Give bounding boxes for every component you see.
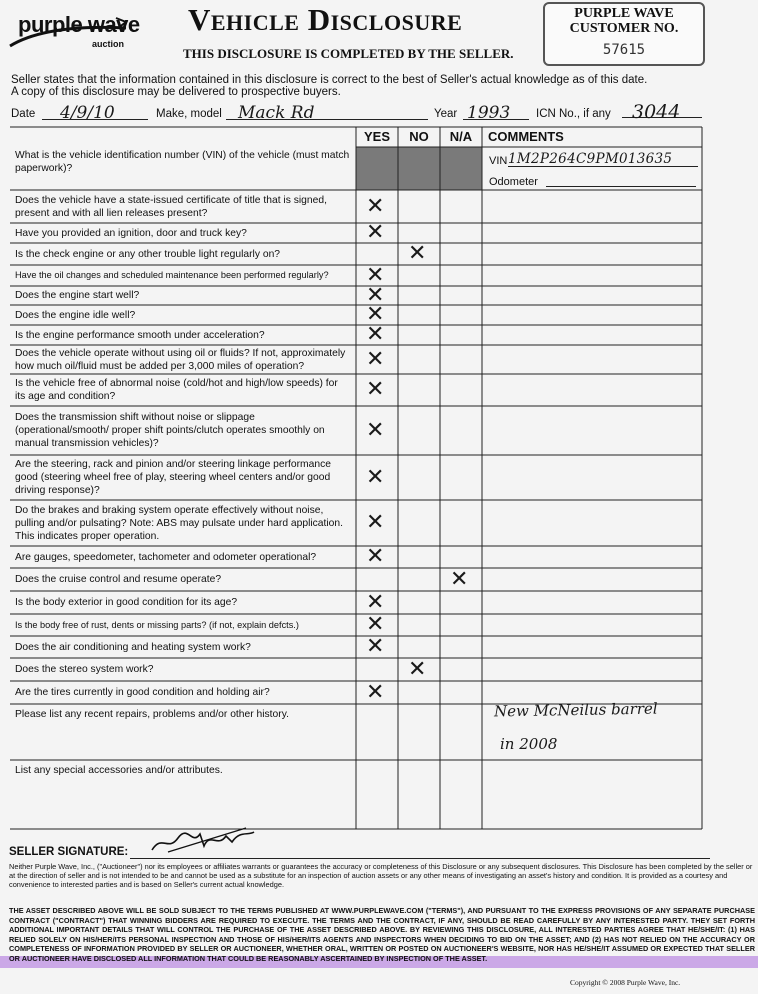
repairs-comment-line-1: New McNeilus barrel [493,699,658,721]
col-no-header: NO [409,129,429,144]
answer-mark-yes: ✕ [366,612,385,637]
customer-number-value: 57615 [602,42,646,58]
answer-mark-yes: ✕ [366,377,385,402]
question-text: Is the check engine or any other trouble light regularly on? [15,248,281,260]
answer-mark-yes: ✕ [366,220,385,245]
signature-label: SELLER SIGNATURE: [9,846,129,858]
make-model-value: Mack Rd [238,103,315,123]
question-text: Have the oil changes and scheduled maintenance been performed regularly? [15,270,329,280]
vin-value: 1M2P264C9PM013635 [508,151,673,167]
question-text: Is the body free of rust, dents or missing parts? (if not, explain defcts.) [15,619,299,630]
question-text: Is the body exterior in good condition for its age? [15,597,238,608]
col-na-header: N/A [449,129,473,144]
intro-line-2: A copy of this disclosure may be delivered to prospective buyers. [11,86,341,98]
answer-mark-yes: ✕ [366,262,385,288]
logo-subtext: auction [92,39,125,49]
answer-mark-yes: ✕ [366,302,385,327]
vin-label: VIN [489,155,508,167]
answer-mark-yes: ✕ [366,679,385,705]
answer-mark-yes: ✕ [366,510,385,535]
page-subtitle: THIS DISCLOSURE IS COMPLETED BY THE SELLER. [183,46,514,61]
answer-mark-yes: ✕ [366,346,385,372]
repairs-comment-line-2: in 2008 [500,735,558,753]
question-text: What is the vehicle identification number (VIN) of the vehicle (must match paperwork)? [15,150,350,174]
question-text: Does the stereo system work? [15,664,154,675]
make-model-label: Make, model [156,108,222,120]
date-value: 4/9/10 [60,103,115,123]
question-text: List any special accessories and/or attributes. [15,765,223,776]
col-yes-header: YES [363,129,390,144]
question-text: Does the cruise control and resume operate? [15,574,222,585]
terms-text: THE ASSET DESCRIBED ABOVE WILL BE SOLD SUBJECT TO THE TERMS PUBLISHED AT WWW.PURPLEWAVE.COM ("TERMS"), AND PURSUANT TO THE EXPRESS PROVISIONS OF ANY SEPARATE PURCHASE CONTRACT ("CONTRACT") THAT WINNING BIDDERS ARE REQUIRED TO EXECUTE. THE TERMS AND THE CONTRACT, IF ANY, SHOULD BE READ CAREFULLY BY ANY INTERESTED PARTY. THEY SET FORTH ADDITIONAL IMPORTANT DETAILS THAT WILL CONTROL THE PURCHASE OF THE ASSET DESCRIBED ABOVE. BY REVIEWING THIS DISCLOSURE, ALL INTERESTED PARTIES AGREE THAT HE/SHE/IT: (1) HAS RELIED SOLELY ON HIS/HER/ITS PERSONAL INSPECTION AND THOSE OF HIS/HER/ITS AGENTS AND INSPECTORS WHEN DECIDING TO BID ON THE ASSET; AND (2) HAS NOT RELIED ON THE ACCURACY OR COMPLETENESS OF INFORMATION PROVIDED BY SELLER OR AUCTIONEER, WHETHER ORAL, WRITTEN OR POSTED ON AUCTIONEER'S WEBSITE, NOR HAS HE/SHE/IT ASSUMED OR EXPECTED THAT SELLER OR AUCTIONEER HAVE DISCLOSED ALL INFORMATION THAT COULD BE REASONABLY ASCERTAINED BY INSPECTION OF THE ASSET. [9,906,755,963]
question-text: Does the vehicle have a state-issued certificate of title that is signed, present and with all lien releases present? [15,194,327,219]
odometer-label: Odometer [489,176,538,188]
answer-mark-yes: ✕ [366,193,385,219]
question-text: Is the engine performance smooth under acceleration? [15,329,265,341]
answer-mark-yes: ✕ [366,464,385,490]
question-text: Does the air conditioning and heating system work? [15,641,251,653]
col-comments-header: COMMENTS [488,129,564,144]
answer-mark-yes: ✕ [366,589,385,615]
question-text: Are the steering, rack and pinion and/or steering linkage performance good (steering wheel free of play, steering wheel centers and/or good driving response)? [15,459,331,496]
answer-mark-yes: ✕ [366,282,385,308]
vin-field [508,150,698,167]
answer-mark-no: ✕ [408,656,427,682]
signature-line [130,858,710,859]
question-text: Please list any recent repairs, problems and/or other history. [15,709,289,720]
question-text: Have you provided an ignition, door and truck key? [15,227,247,239]
question-text: Does the engine idle well? [15,309,136,321]
seller-signature [148,826,258,854]
customer-number-label: PURPLE WAVE CUSTOMER NO. [569,6,679,36]
icn-label: ICN No., if any [536,108,611,120]
question-text: Does the vehicle operate without using oil or fluids? If not, approximately how much oil/fluid must be added per 3,000 miles of operation? [15,348,346,372]
icn-value: 3044 [632,101,681,123]
copyright: Copyright © 2008 Purple Wave, Inc. [570,978,681,987]
answer-mark-yes: ✕ [366,322,385,347]
question-text: Does the transmission shift without noise or slippage (operational/smooth/ proper shift points/clutch operates smoothly on manual transmission vehicles)? [15,412,325,449]
answer-mark-no: ✕ [408,241,427,266]
year-label: Year [434,108,458,120]
answer-mark-yes: ✕ [366,417,385,443]
answer-mark-yes: ✕ [366,634,385,659]
odometer-field [546,172,696,187]
year-value: 1993 [467,103,511,123]
question-text: Do the brakes and braking system operate effectively without noise, pulling and/or pulsating? Note: ABS may pulsate under hard application. This indicates proper operation. [15,504,343,542]
answer-mark-na: ✕ [450,566,469,592]
date-label: Date [11,108,36,120]
question-text: Are gauges, speedometer, tachometer and odometer operational? [15,551,317,563]
page-title: Vehicle Disclosure [188,2,463,37]
logo-text: purple wave [18,12,140,37]
intro-line-1: Seller states that the information contained in this disclosure is correct to the best of Seller's actual knowledge as of this date. [11,74,648,86]
disclaimer-text: Neither Purple Wave, Inc., ("Auctioneer") nor its employees or affiliates warrants or guarantees the accuracy or completeness of this Disclosure or any subsequent disclosures. This Disclosure has been completed by the seller or at the direction of seller and is not intended to be and cannot be used as a substitute for an inspection of auction assets or any other means of investigating an asset's history and condition. It is provided as a courtesy and convenience to interested parties and is based on Seller's current actual knowledge. [9,862,753,890]
answer-mark-yes: ✕ [366,544,385,569]
question-text: Are the tires currently in good condition and holding air? [15,687,270,698]
question-text: Is the vehicle free of abnormal noise (cold/hot and high/low speeds) for its age and condition? [15,378,338,402]
question-text: Does the engine start well? [15,290,140,301]
